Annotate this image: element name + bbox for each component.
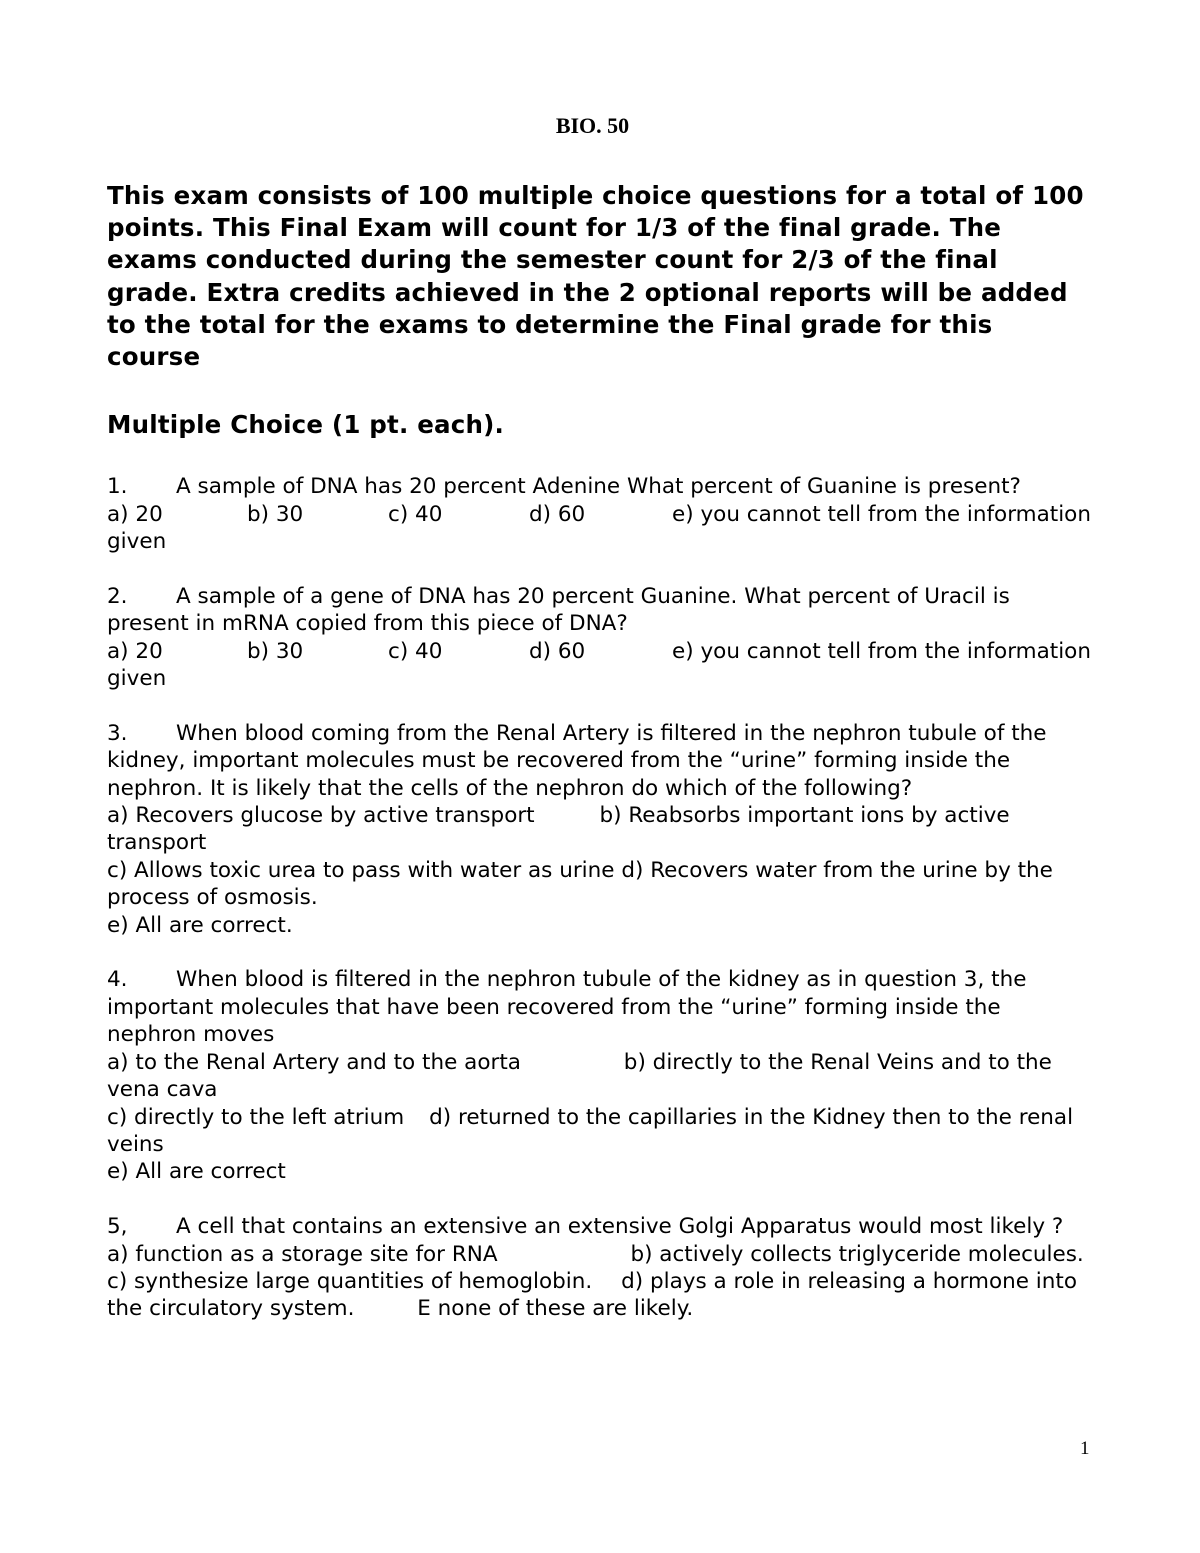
option-d: d) Recovers water from the urine by the process of osmosis. xyxy=(107,857,1053,911)
question-4 xyxy=(107,966,1092,1185)
question-text: A cell that contains an extensive an extensive Golgi Apparatus would most likely ? xyxy=(176,1214,1064,1240)
course-title: BIO. 50 xyxy=(555,113,630,138)
question-stem xyxy=(107,1213,1092,1240)
option-e: e) All are correct xyxy=(107,1159,286,1185)
exam-instructions: This exam consists of 100 multiple choice questions for a total of 100 points. This Final Exam will count for 1/3 of the final grade. The exams conducted during the semester count for 2/3 of the final grade. Extra credits achieved in the 2 optional reports will be added to the total for the exams to determine the Final grade for this course xyxy=(107,181,1084,372)
question-1 xyxy=(107,473,1092,555)
question-stem xyxy=(107,966,1092,1048)
option-b: b) 30 xyxy=(247,638,304,664)
options-line-1 xyxy=(107,802,1092,857)
answer-options xyxy=(107,1241,1092,1323)
option-c: c) directly to the left atrium xyxy=(107,1104,405,1130)
options-line-2 xyxy=(107,1104,1092,1159)
option-c: c) 40 xyxy=(388,638,443,664)
option-e: e) you cannot tell from the information given xyxy=(107,501,1091,555)
option-d: d) 60 xyxy=(529,638,586,664)
question-text: When blood is filtered in the nephron tubule of the kidney as in question 3, the important molecules that have been recovered from the “urine” forming inside the nephron moves xyxy=(107,967,1027,1048)
question-5 xyxy=(107,1213,1092,1323)
options-line-1 xyxy=(107,1241,1092,1268)
option-b: b) Reabsorbs important ions by active transport xyxy=(107,803,1010,856)
options-line-3 xyxy=(107,912,1092,939)
question-stem xyxy=(107,583,1092,638)
option-e: e) you cannot tell from the information given xyxy=(107,638,1091,692)
option-a: a) 20 xyxy=(107,638,163,664)
option-d: d) plays a role in releasing a hormone into the circulatory system. xyxy=(107,1268,1077,1322)
question-number: 5, xyxy=(107,1214,128,1240)
question-3 xyxy=(107,720,1092,939)
question-2 xyxy=(107,583,1092,693)
exam-page xyxy=(107,108,1092,1323)
option-b: b) 30 xyxy=(247,501,304,527)
options-line-1 xyxy=(107,1049,1092,1104)
option-a: a) function as a storage site for RNA xyxy=(107,1241,498,1267)
question-text: When blood coming from the Renal Artery is filtered in the nephron tubule of the kidney, important molecules must be recovered from the “urine” forming inside the nephron. It is likely that the cells of the nephron do which of the following? xyxy=(107,720,1047,801)
question-list xyxy=(107,473,1092,1323)
option-b: b) directly to the Renal Veins and to the vena cava xyxy=(107,1049,1052,1103)
answer-options xyxy=(107,802,1092,939)
question-stem xyxy=(107,473,1092,500)
question-number: 4. xyxy=(107,967,128,993)
options-line-3 xyxy=(107,1158,1092,1185)
option-c: c) 40 xyxy=(388,501,443,527)
option-c: c) synthesize large quantities of hemoglobin. xyxy=(107,1268,593,1294)
option-d: d) 60 xyxy=(529,501,586,527)
option-c: c) Allows toxic urea to pass with water as urine xyxy=(107,857,615,883)
option-a: a) Recovers glucose by active transport xyxy=(107,803,535,829)
option-e: E none of these are likely. xyxy=(417,1296,694,1322)
option-e: e) All are correct. xyxy=(107,912,293,938)
option-b: b) actively collects triglyceride molecules. xyxy=(630,1241,1084,1267)
question-number: 2. xyxy=(107,583,128,609)
options-line-2 xyxy=(107,857,1092,912)
options-line-2 xyxy=(107,1268,1092,1323)
option-d: d) returned to the capillaries in the Kidney then to the renal veins xyxy=(107,1104,1074,1157)
section-heading: Multiple Choice (1 pt. each). xyxy=(107,410,505,440)
question-text: A sample of DNA has 20 percent Adenine What percent of Guanine is present? xyxy=(176,474,1021,500)
option-a: a) to the Renal Artery and to the aorta xyxy=(107,1049,521,1075)
answer-options xyxy=(107,501,1092,556)
question-number: 1. xyxy=(107,474,128,500)
page-number: 1 xyxy=(1080,1438,1090,1459)
option-a: a) 20 xyxy=(107,501,163,527)
question-text: A sample of a gene of DNA has 20 percent Guanine. What percent of Uracil is present in mRNA copied from this piece of DNA? xyxy=(107,583,1010,637)
answer-options xyxy=(107,638,1092,693)
answer-options xyxy=(107,1049,1092,1186)
question-number: 3. xyxy=(107,720,128,746)
question-stem xyxy=(107,720,1092,802)
